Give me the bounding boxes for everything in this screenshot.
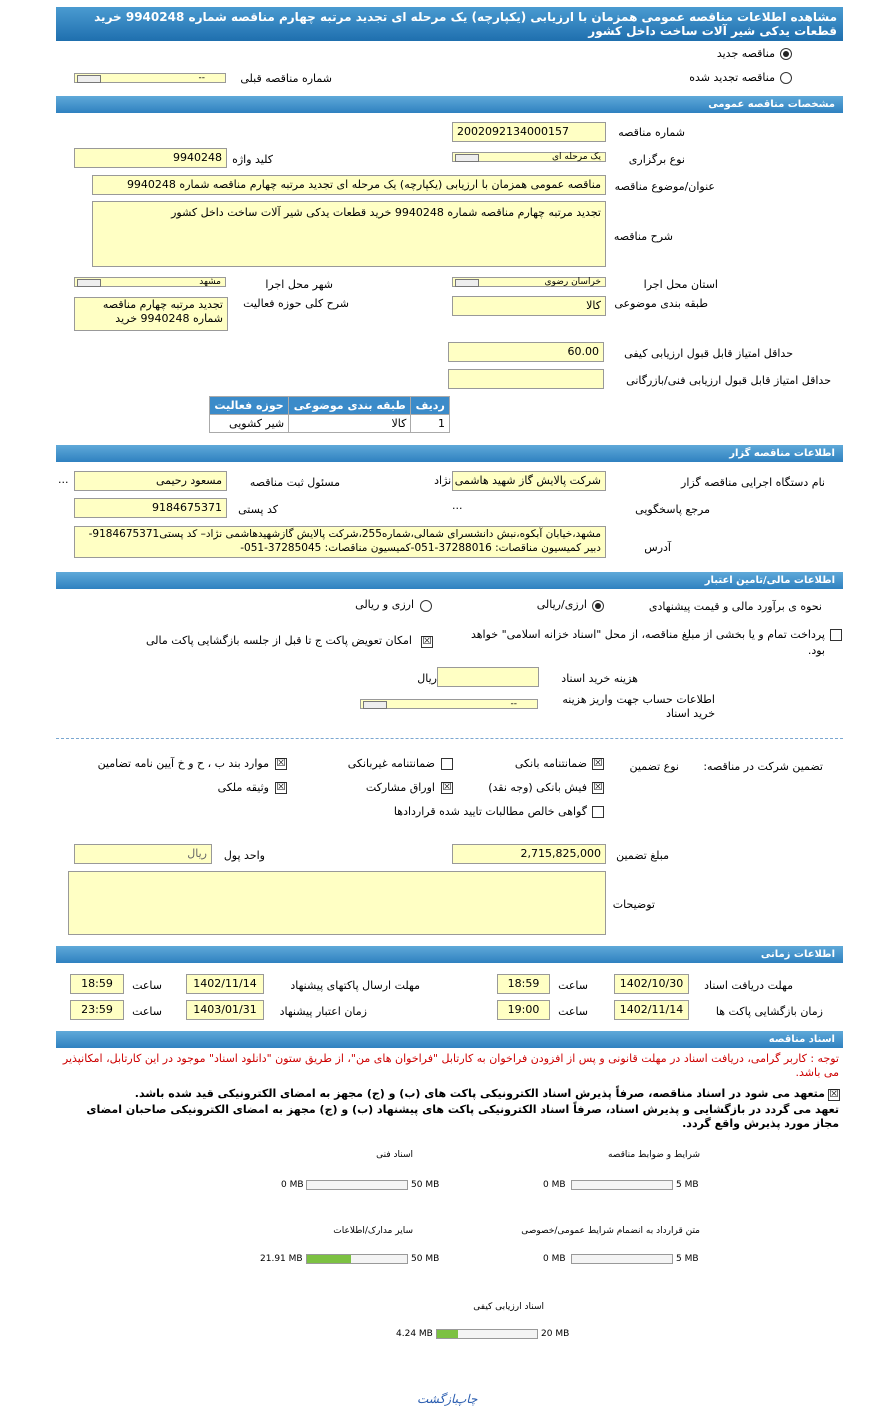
bonds-label: اوراق مشارکت [365,781,435,794]
open-date-field: 1402/11/14 [614,1000,689,1020]
section-financial-header: اطلاعات مالی/تامین اعتبار [56,572,843,589]
guarantee-label: تضمین شرکت در مناقصه: [703,760,823,773]
send-date-field: 1402/11/14 [186,974,264,994]
postal-label: کد پستی [238,503,278,516]
notes-label: توضیحات [612,898,655,911]
min-tech-field [448,369,604,389]
holding-type-select[interactable]: یک مرحله ای [452,152,606,162]
validity-label: زمان اعتبار پیشنهاد [279,1005,367,1018]
commit1-label: متعهد می شود در اسناد مناقصه، صرفاً پذیرش اسناد الکترونیکی پاکت های (ب) و (ج) مجهز به امضای الکترونیکی قید شده باشد. [134,1087,825,1100]
keyword-field: 9940248 [74,148,227,168]
radio-new-tender[interactable] [780,48,792,60]
scope-cell-activity: شیر کشویی [210,415,289,433]
clauses-checkbox[interactable]: ☒ [276,758,286,769]
doc-item-label: متن قرارداد به انضمام شرایط عمومی/خصوصی [521,1226,700,1236]
treasury-label: پرداخت تمام و یا بخشی از مبلغ مناقصه، از محل "اسناد خزانه اسلامی" خواهد بود. [470,628,825,657]
radio-new-label: مناقصه جدید [716,47,775,60]
prev-number-select[interactable]: -- [74,73,226,83]
nonbank-guarantee-checkbox[interactable] [441,758,453,770]
city-label: شهر محل اجرا [265,278,333,291]
category-field: کالا [452,296,606,316]
doc-item-label: سایر مدارک/اطلاعات [333,1226,413,1236]
bonds-checkbox[interactable]: ☒ [442,782,452,793]
doc-item-bar [571,1254,673,1264]
section-general-header: مشخصات مناقصه عمومی [56,96,843,113]
activity-label: شرح کلی حوزه فعالیت [243,297,349,310]
commit1-checkbox[interactable]: ☒ [829,1089,839,1100]
open-label: زمان بازگشایی پاکت ها [715,1005,823,1018]
doc-cost-field [437,667,539,687]
number-label: شماره مناقصه [618,126,685,139]
docs-note: توجه : کاربر گرامی، دریافت اسناد در مهلت قانونی و پس از افزودن فراخوان به کارتابل "فراخوان های من"، از طریق ستون "دانلود اسناد" موجود در این کارتابل، امکانپذیر می باشد. [62,1052,839,1079]
amount-field: 2,715,825,000 [452,844,606,864]
more-button[interactable]: ... [58,473,69,486]
scope-col-activity: حوزه فعالیت [210,397,289,415]
radio-renewed-label: مناقصه تجدید شده [689,71,775,84]
postal-field: 9184675371 [74,498,227,518]
send-time-field: 18:59 [70,974,124,994]
unit-label: واحد پول [223,849,265,862]
org-label: نام دستگاه اجرایی مناقصه گزار [681,476,825,489]
doc-item-used: 0 MB [543,1254,566,1264]
estimate-label: نحوه ی برآورد مالی و قیمت پیشنهادی [648,600,822,613]
scope-col-category: طبقه بندی موضوعی [289,397,411,415]
city-select[interactable]: مشهد [74,277,226,287]
min-quality-label: حداقل امتیاز قابل قبول ارزیابی کیفی [624,347,793,360]
receivables-checkbox[interactable] [592,806,604,818]
doc-item-used: 21.91 MB [260,1254,303,1264]
doc-item-max: 5 MB [676,1254,699,1264]
swap-label: امکان تعویض پاکت ج تا قبل از جلسه بازگشایی پاکت مالی [146,634,412,647]
doc-item-bar [436,1329,538,1339]
doc-item-bar [571,1180,673,1190]
description-label: شرح مناقصه [613,230,673,243]
receive-date-field: 1402/10/30 [614,974,689,994]
address-field: مشهد،خیابان آبکوه،نبش دانشسرای شمالی،شماره255،شرکت پالایش گازشهیدهاشمی نژاد– کد پستی9184675371- دبیر کمیسیون مناقصات: 37288016-051-کمیسیون مناقصات: 37285045-051- [74,526,606,558]
responsible-label: مسئول ثبت مناقصه [249,476,340,489]
scope-cell-category: کالا [289,415,411,433]
receive-label: مهلت دریافت اسناد [704,979,793,992]
doc-item-label: اسناد ارزیابی کیفی [473,1302,544,1312]
subject-field: مناقصه عمومی همزمان با ارزیابی (یکپارچه) یک مرحله ای تجدید مرتبه چهارم مناقصه شماره 9940248 [92,175,606,195]
bank-guarantee-label: ضمانتنامه بانکی [514,757,587,770]
notes-field [68,871,606,935]
min-tech-label: حداقل امتیاز قابل قبول ارزیابی فنی/بازرگانی [626,374,831,387]
ref-more-button[interactable]: ... [452,499,463,512]
account-select[interactable]: -- [360,699,538,709]
property-checkbox[interactable]: ☒ [276,782,286,793]
scope-col-row: ردیف [411,397,450,415]
receive-hour-label: ساعت [558,979,588,992]
scope-table [209,396,450,433]
send-label: مهلت ارسال پاکتهای پیشنهاد [290,979,420,992]
doc-item-bar-fill [437,1330,458,1338]
keyword-label: کلید واژه [232,153,273,166]
holding-type-label: نوع برگزاری [628,153,685,166]
min-quality-field: 60.00 [448,342,604,362]
doc-item-bar [306,1180,408,1190]
property-label: وثیقه ملکی [217,781,269,794]
radio-fx-and-rial[interactable] [420,600,432,612]
ref-label: مرجع پاسخگویی [635,503,710,516]
nonbank-guarantee-label: ضمانتنامه غیربانکی [347,757,435,770]
validity-time-field: 23:59 [70,1000,124,1020]
org-field: شرکت پالایش گاز شهید هاشمی نژاد [452,471,606,491]
validity-date-field: 1403/01/31 [186,1000,264,1020]
amount-label: مبلغ تضمین [616,849,669,862]
scope-cell-row: 1 [411,415,450,433]
doc-item-max: 5 MB [676,1180,699,1190]
section-docs-header: اسناد مناقصه [56,1031,843,1048]
print-link[interactable]: چاپ [455,1392,478,1406]
open-hour-label: ساعت [558,1005,588,1018]
doc-item-bar [306,1254,408,1264]
responsible-field: مسعود رحیمی [74,471,227,491]
guarantee-type-label: نوع تضمین [629,760,679,773]
doc-item-used: 0 MB [281,1180,304,1190]
divider [56,738,843,739]
commit2-label: تعهد می گردد در بازگشایی و پذیرش اسناد، صرفاً اسناد الکترونیکی پاکت های پیشنهاد (ب) و (ج) مجهز به امضای الکترونیکی صاحبان امضای مجاز مورد پذیرش واقع گردد. [86,1103,839,1130]
radio-fx-rial[interactable] [592,600,604,612]
province-label: استان محل اجرا [643,278,718,291]
clauses-label: موارد بند ب ، ح و خ آیین نامه تضامین [97,757,269,770]
section-timing-header: اطلاعات زمانی [56,946,843,963]
account-label: اطلاعات حساب جهت واریز هزینه خرید اسناد [562,693,715,720]
description-field: تجدید مرتبه چهارم مناقصه شماره 9940248 خرید قطعات یدکی شیر آلات ساخت داخل کشور [92,201,606,267]
receive-time-field: 18:59 [497,974,550,994]
prev-number-label: شماره مناقصه قبلی [240,72,332,85]
cash-label: فیش بانکی (وجه نقد) [488,781,587,794]
doc-cost-unit: ریال [417,672,437,685]
activity-field: تجدید مرتبه چهارم مناقصه شماره 9940248 خرید [74,297,228,331]
table-row [210,415,450,433]
radio-fx-and-rial-label: ارزی و ریالی [355,598,414,611]
send-hour-label: ساعت [132,979,162,992]
subject-label: عنوان/موضوع مناقصه [614,180,715,193]
address-label: آدرس [644,541,671,554]
province-select[interactable]: خراسان رضوی [452,277,606,287]
open-time-field: 19:00 [497,1000,550,1020]
doc-item-used: 4.24 MB [396,1329,433,1339]
validity-hour-label: ساعت [132,1005,162,1018]
scope-table-header [210,397,450,415]
doc-item-bar-fill [307,1255,351,1263]
section-organizer-header: اطلاعات مناقصه گزار [56,445,843,462]
doc-item-used: 0 MB [543,1180,566,1190]
unit-field: ریال [74,844,212,864]
doc-item-label: شرایط و ضوابط مناقصه [607,1150,700,1160]
doc-cost-label: هزینه خرید اسناد [561,672,638,685]
receivables-label: گواهی خالص مطالبات تایید شده قراردادها [393,805,587,818]
back-link[interactable]: بازگشت [417,1392,458,1406]
radio-fx-rial-label: ارزی/ریالی [536,598,587,611]
tender-number-field: 2002092134000157 [452,122,606,142]
category-label: طبقه بندی موضوعی [614,297,708,310]
page-title: مشاهده اطلاعات مناقصه عمومی همزمان با ارزیابی (یکپارچه) یک مرحله ای تجدید مرتبه چهارم مناقصه شماره 9940248 خرید قطعات یدکی شیر آلات ساخت داخل کشور [56,7,843,41]
doc-item-max: 50 MB [411,1254,440,1264]
radio-renewed-tender[interactable] [780,72,792,84]
doc-item-label: اسناد فنی [376,1150,413,1160]
bank-guarantee-checkbox[interactable]: ☒ [593,758,603,769]
cash-checkbox[interactable]: ☒ [593,782,603,793]
doc-item-max: 50 MB [411,1180,440,1190]
swap-checkbox[interactable]: ☒ [422,636,432,647]
doc-item-max: 20 MB [541,1329,570,1339]
treasury-checkbox[interactable] [830,629,842,641]
